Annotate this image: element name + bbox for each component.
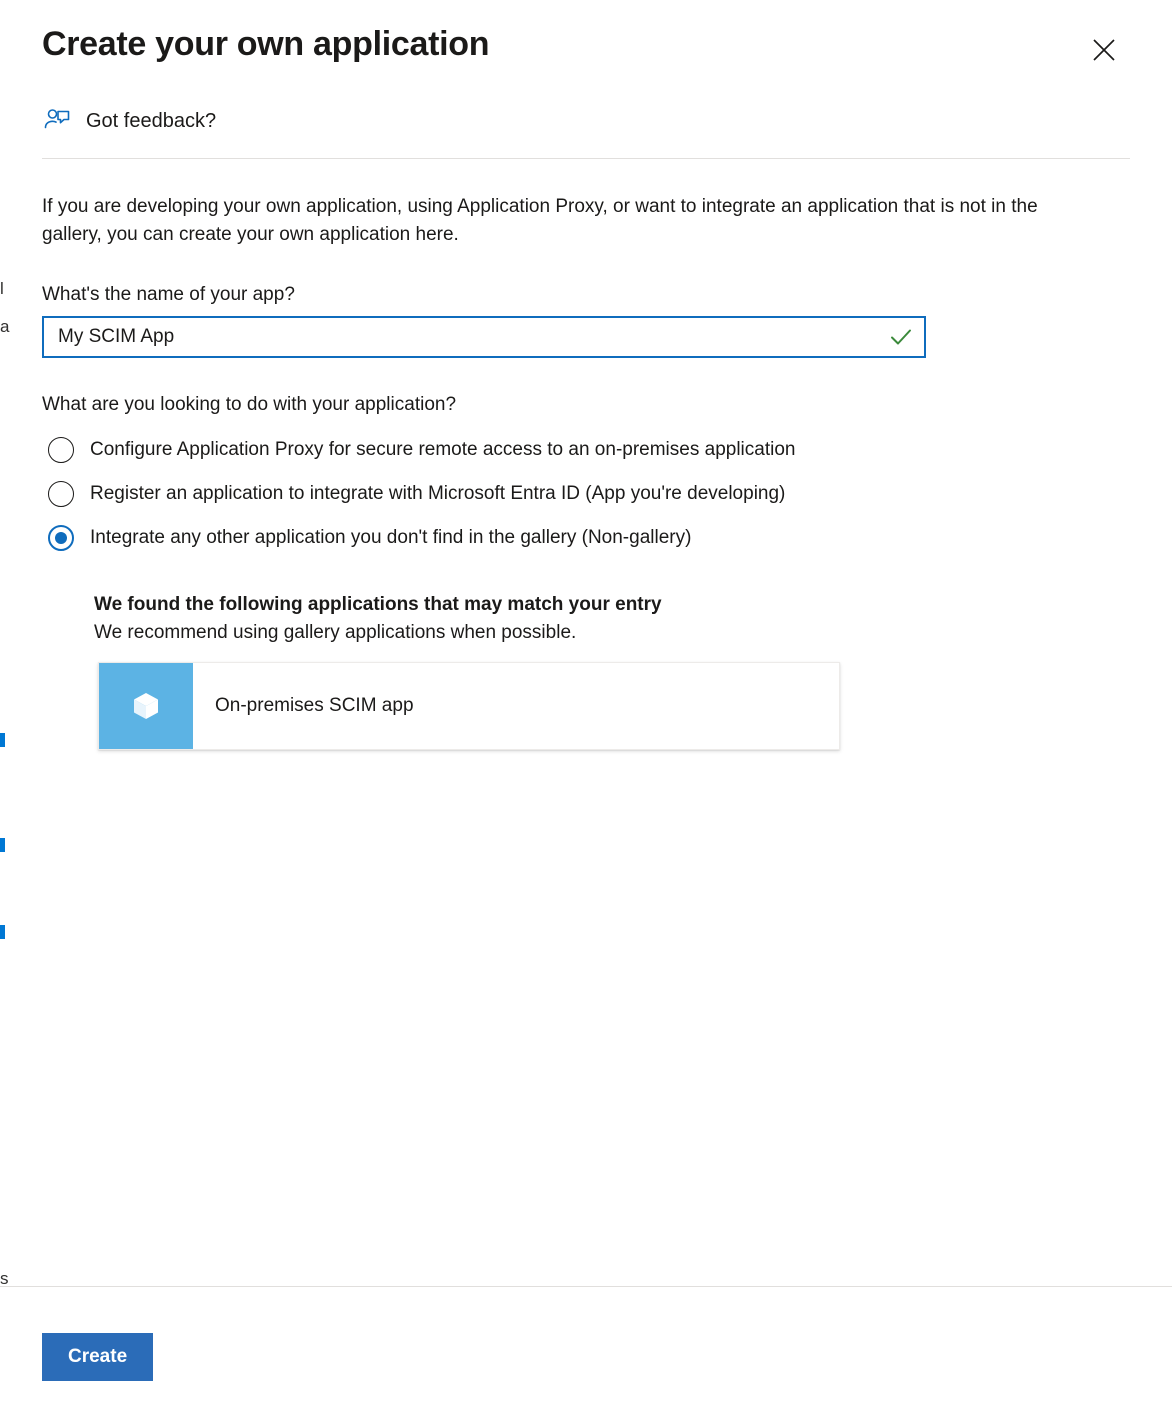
feedback-label: Got feedback? (86, 109, 217, 132)
suggested-app-name: On-premises SCIM app (215, 695, 414, 717)
feedback-link[interactable] (42, 106, 1130, 159)
dialog-footer (0, 1286, 1172, 1426)
background-text-fragment-1: l (0, 279, 4, 298)
dialog-header (0, 0, 1172, 70)
background-accent-bar-2 (0, 838, 5, 852)
radio-option-non-gallery[interactable] (42, 516, 1130, 560)
cube-app-icon (99, 663, 193, 749)
radio-option-app-proxy[interactable] (42, 428, 1130, 472)
intro-text: If you are developing your own application, using Application Proxy, or want to integrate an application that is not in the gallery, you can create your own application here. (42, 196, 1038, 245)
background-accent-bar-1 (0, 733, 5, 747)
create-button[interactable]: Create (42, 1333, 153, 1381)
dialog-body (0, 159, 1172, 1286)
radio-option-register-app[interactable] (42, 472, 1130, 516)
radio-indicator-non-gallery[interactable] (48, 525, 74, 551)
app-name-label: What's the name of your app? (42, 284, 295, 306)
list-item[interactable] (98, 662, 840, 750)
app-name-input[interactable] (42, 316, 926, 358)
purpose-radio-group (42, 428, 1130, 560)
purpose-question: What are you looking to do with your application? (42, 394, 457, 416)
radio-label-register-app: Register an application to integrate with Microsoft Entra ID (App you're developing) (90, 483, 786, 505)
page-title: Create your own application (42, 25, 490, 63)
radio-label-app-proxy: Configure Application Proxy for secure remote access to an on-premises application (90, 439, 796, 461)
radio-indicator-app-proxy[interactable] (48, 437, 74, 463)
radio-label-non-gallery: Integrate any other application you don't find in the gallery (Non-gallery) (90, 527, 692, 549)
background-text-fragment-2: a (0, 317, 10, 336)
person-feedback-icon (42, 106, 72, 136)
suggested-apps-title: We found the following applications that may match your entry (94, 594, 662, 616)
app-name-field-wrapper (42, 316, 926, 358)
suggested-apps-section (94, 594, 1130, 750)
close-icon[interactable] (1084, 30, 1124, 70)
background-text-fragment-3: s (0, 1269, 9, 1288)
background-accent-bar-3 (0, 925, 5, 939)
radio-indicator-register-app[interactable] (48, 481, 74, 507)
suggested-apps-subtitle: We recommend using gallery applications when possible. (94, 622, 577, 644)
